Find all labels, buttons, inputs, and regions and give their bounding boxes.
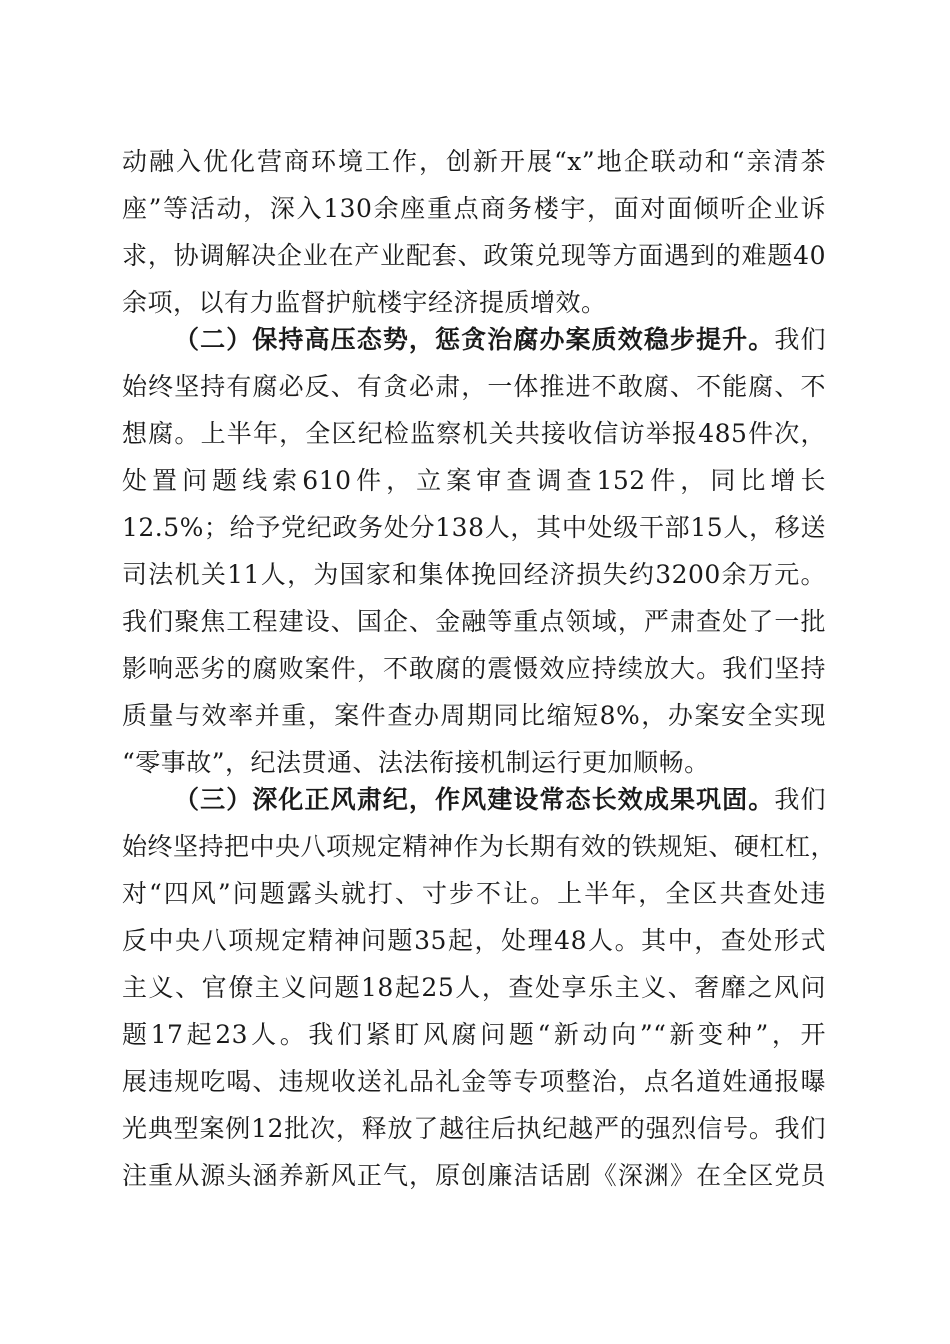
text-line: 质量与效率并重，案件查办周期同比缩短8%，办案安全实现 (122, 701, 826, 730)
text-line: 影响恶劣的腐败案件，不敢腐的震慑效应持续放大。我们坚持 (122, 654, 826, 683)
heading-tail-text: 我们 (774, 785, 826, 814)
text-line: 座”等活动，深入130余座重点商务楼宇，面对面倾听企业诉 (122, 194, 826, 223)
text-line: 想腐。上半年，全区纪检监察机关共接收信访举报485件次， (122, 419, 826, 448)
heading-tail-text: 我们 (774, 325, 826, 354)
text-line: 求，协调解决企业在产业配套、政策兑现等方面遇到的难题40 (122, 241, 826, 270)
section-heading-line (174, 318, 826, 362)
text-line: 处置问题线索610件，立案审查调查152件，同比增长 (122, 466, 826, 495)
text-line: 注重从源头涵养新风正气，原创廉洁话剧《深渊》在全区党员 (122, 1161, 826, 1190)
text-line: 主义、官僚主义问题18起25人，查处享乐主义、奢靡之风问 (122, 973, 826, 1002)
text-line: 司法机关11人，为国家和集体挽回经济损失约3200余万元。 (122, 560, 826, 589)
text-line: 展违规吃喝、违规收送礼品礼金等专项整治，点名道姓通报曝 (122, 1067, 826, 1096)
text-line: 动融入优化营商环境工作，创新开展“x”地企联动和“亲清茶 (122, 147, 826, 176)
text-line: 始终坚持把中央八项规定精神作为长期有效的铁规矩、硬杠杠， (122, 832, 837, 861)
text-line: 光典型案例12批次，释放了越往后执纪越严的强烈信号。我们 (122, 1114, 826, 1143)
section-heading: （三）深化正风肃纪，作风建设常态长效成果巩固。 (174, 785, 775, 814)
text-line: 12.5%；给予党纪政务处分138人，其中处级干部15人，移送 (122, 513, 826, 542)
text-line: 题17起23人。我们紧盯风腐问题“新动向”“新变种”，开 (122, 1020, 826, 1049)
text-line: “零事故”，纪法贯通、法法衔接机制运行更加顺畅。 (122, 748, 710, 777)
text-line: 始终坚持有腐必反、有贪必肃，一体推进不敢腐、不能腐、不 (122, 372, 826, 401)
text-line: 对“四风”问题露头就打、寸步不让。上半年，全区共查处违 (122, 879, 826, 908)
text-line: 我们聚焦工程建设、国企、金融等重点领域，严肃查处了一批 (122, 607, 826, 636)
text-line: 反中央八项规定精神问题35起，处理48人。其中，查处形式 (122, 926, 826, 955)
text-line: 余项，以有力监督护航楼宇经济提质增效。 (122, 288, 607, 317)
section-heading-line (174, 778, 826, 822)
section-heading: （二）保持高压态势，惩贪治腐办案质效稳步提升。 (174, 325, 775, 354)
